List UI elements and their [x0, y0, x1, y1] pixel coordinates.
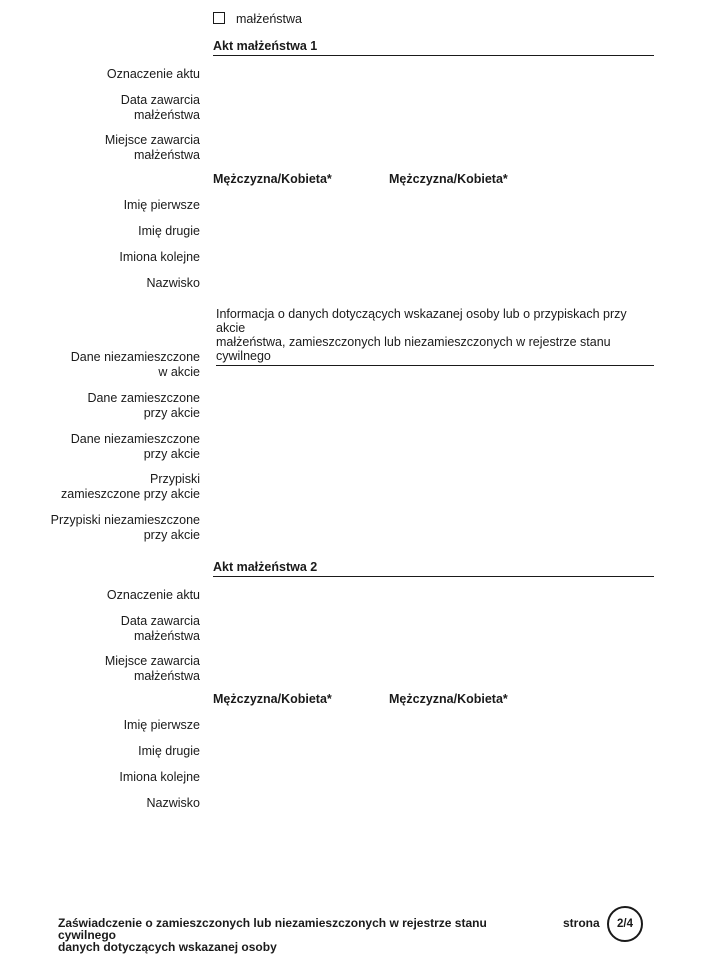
s1-oznaczenie-label: Oznaczenie aktu [106, 67, 200, 81]
section1-title: Akt małżeństwa 1 [213, 39, 654, 56]
s1-miejsce-zawarcia-label: Miejsce zawarcia małżeństwa [104, 133, 200, 162]
malzenstwa-checkbox-label: małżeństwa [236, 12, 302, 26]
s1-dane-niezamieszczone-przy-akcie-label: Dane niezamieszczone przy akcie [70, 432, 200, 461]
s2-miejsce-zawarcia-label: Miejsce zawarcia małżeństwa [104, 654, 200, 683]
s1-column-head-1: Mężczyzna/Kobieta* [213, 172, 332, 186]
s1-info-block: Informacja o danych dotyczących wskazanej osoby lub o przypiskach przy akcie małżeństwa, zamieszczonych lub niezamieszczonych w rejestrze stanu cywilnego [216, 307, 654, 366]
s2-oznaczenie-label: Oznaczenie aktu [106, 588, 200, 602]
section2-title: Akt małżeństwa 2 [213, 560, 654, 577]
s1-imie-drugie-label: Imię drugie [138, 224, 200, 238]
s2-imiona-kolejne-label: Imiona kolejne [119, 770, 200, 784]
s1-nazwisko-label: Nazwisko [146, 276, 200, 290]
s1-imie-pierwsze-label: Imię pierwsze [123, 198, 200, 212]
s1-column-head-2: Mężczyzna/Kobieta* [389, 172, 508, 186]
s2-data-zawarcia-label: Data zawarcia małżeństwa [120, 614, 200, 643]
s2-nazwisko-label: Nazwisko [146, 796, 200, 810]
malzenstwa-checkbox[interactable] [213, 12, 225, 24]
s1-data-zawarcia-label: Data zawarcia małżeństwa [120, 93, 200, 122]
page-number-badge [607, 906, 643, 942]
s2-column-head-2: Mężczyzna/Kobieta* [389, 692, 508, 706]
s2-imie-drugie-label: Imię drugie [138, 744, 200, 758]
s2-imie-pierwsze-label: Imię pierwsze [123, 718, 200, 732]
s1-dane-niezamieszczone-w-akcie-label: Dane niezamieszczone w akcie [70, 350, 200, 379]
page-number: 2/4 [617, 918, 633, 930]
s1-imiona-kolejne-label: Imiona kolejne [119, 250, 200, 264]
footer-page-word: strona [563, 916, 600, 930]
s1-dane-zamieszczone-przy-akcie-label: Dane zamieszczone przy akcie [87, 391, 200, 420]
footer-document-title: Zaświadczenie o zamieszczonych lub niezamieszczonych w rejestrze stanu cywilnego danych dotyczących wskazanej osoby [58, 916, 487, 954]
s1-przypiski-niezamieszczone-label: Przypiski niezamieszczone przy akcie [50, 513, 200, 542]
s2-column-head-1: Mężczyzna/Kobieta* [213, 692, 332, 706]
s1-przypiski-zamieszczone-label: Przypiski zamieszczone przy akcie [61, 472, 200, 501]
